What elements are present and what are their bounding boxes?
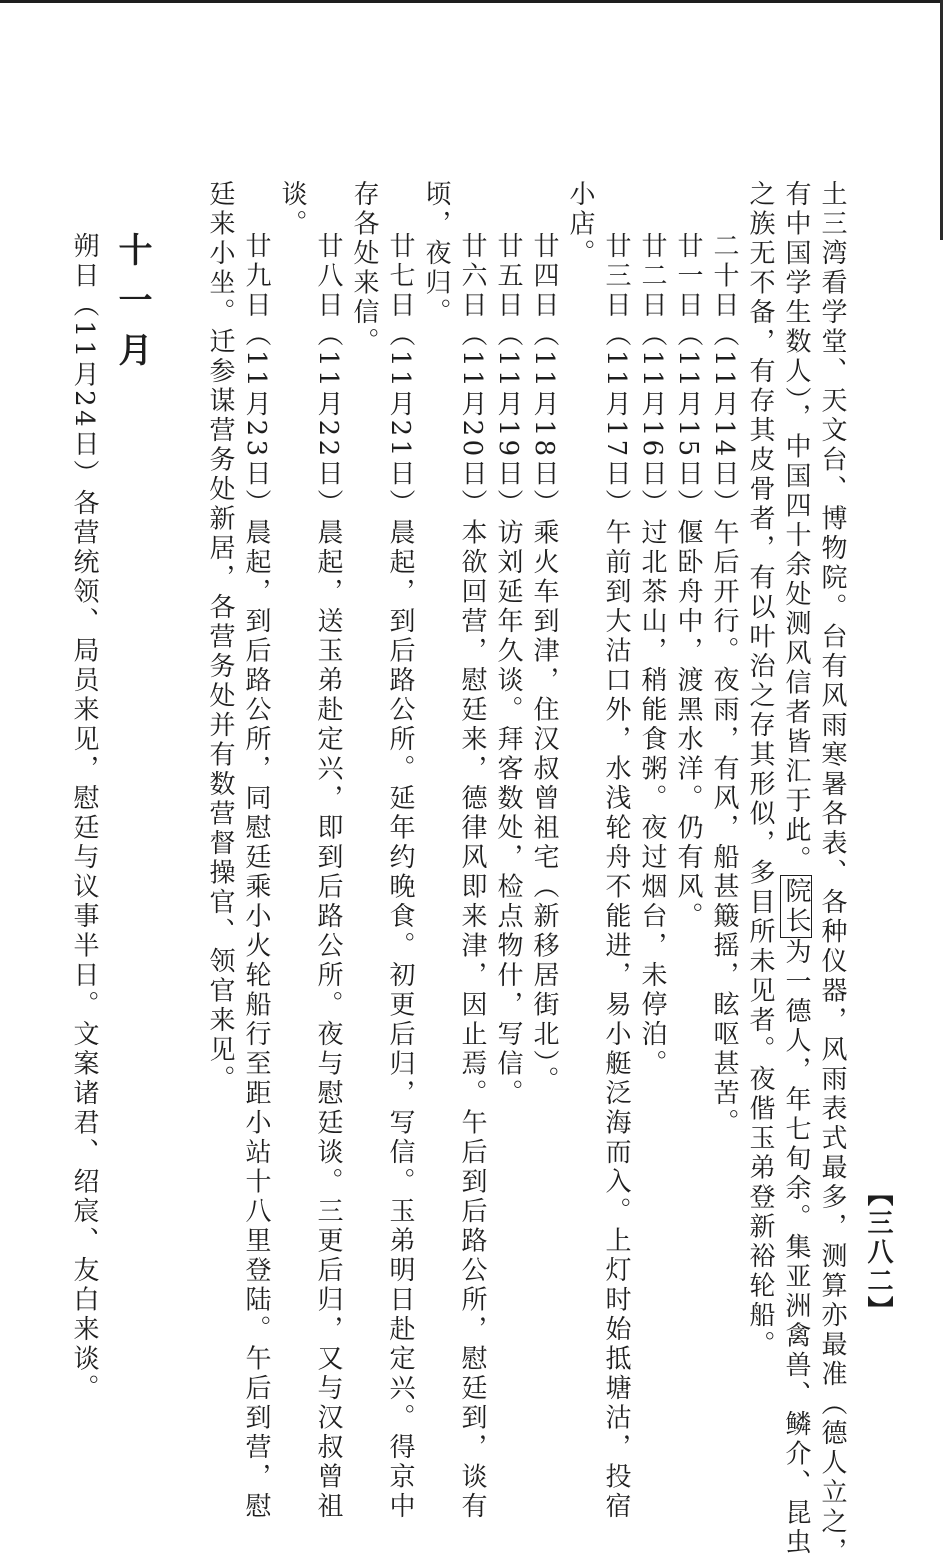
diary-entry-continuation: 顷，夜归。 <box>421 180 451 328</box>
diary-entry: 廿八日（11月22日）晨起，送玉弟赴定兴，即到后路公所。夜与慰廷谈。三更后归，又与汉叔曾祖 <box>313 232 343 1522</box>
diary-entry: 廿七日（11月21日）晨起，到后路公所。延年约晚食。初更后归，写信。玉弟明日赴定兴。得京中 <box>385 232 415 1522</box>
top-border-line <box>0 0 943 3</box>
boxed-term: 院长 <box>781 877 811 936</box>
text-column: 之族无不备，有存其皮骨者，有以叶治之存其形似，多目所未见者。夜偕玉弟登新裕轮船。 <box>745 180 775 1360</box>
text-column: 土三湾看学堂、天文台、博物院。台有风雨寒暑各表、各种仪器，风雨表式最多，测算亦最准（德人立之， <box>817 180 847 1567</box>
diary-entry: 廿四日（11月18日）乘火车到津，住汉叔曾祖宅（新移居街北）。 <box>529 232 559 1096</box>
page-number: 【三八二】 <box>863 1180 893 1325</box>
diary-entry: 朔日（11月24日）各营统领、局员来见，慰廷与议事半日。文案诸君、绍宸、友白来谈。 <box>69 232 99 1404</box>
diary-entry: 二十日（11月14日）午后开行。夜雨，有风，船甚簸摇，眩呕甚苦。 <box>709 232 739 1139</box>
diary-entry-continuation: 谈。 <box>277 180 307 239</box>
diary-entry-continuation: 小店。 <box>565 180 595 269</box>
diary-entry: 廿二日（11月16日）过北茶山，稍能食粥。夜过烟台，未停泊。 <box>637 232 667 1080</box>
text-fragment: 为一德人，年七旬余。集亚洲禽兽、鳞介、昆虫 <box>781 938 811 1558</box>
diary-entry: 廿一日（11月15日）偃卧舟中，渡黑水洋。仍有风。 <box>673 232 703 932</box>
diary-entry: 廿九日（11月23日）晨起，到后路公所，同慰廷乘小火轮船行至距小站十八里登陆。午后到营，慰 <box>241 232 271 1522</box>
diary-entry: 廿五日（11月19日）访刘延年久谈。拜客数处，检点物什，写信。 <box>493 232 523 1109</box>
diary-entry: 廿六日（11月20日）本欲回营，慰廷来，德律风即来津，因止焉。午后到后路公所，慰廷到，谈有 <box>457 232 487 1522</box>
diary-entry-continuation: 存各处来信。 <box>349 180 379 357</box>
text-column <box>774 180 814 1558</box>
text-fragment: 有中国学生数人），中国四十余处测风信者皆汇于此。 <box>781 180 811 875</box>
month-heading: 十一月 <box>112 232 152 382</box>
diary-entry: 廿三日（11月17日）午前到大沽口外，水浅轮舟不能进，易小艇泛海而入。上灯时始抵塘沽，投宿 <box>601 232 631 1522</box>
diary-entry-continuation: 廷来小坐。迁参谋营务处新居，各营务处并有数营督操官、领官来见。 <box>205 180 235 1095</box>
